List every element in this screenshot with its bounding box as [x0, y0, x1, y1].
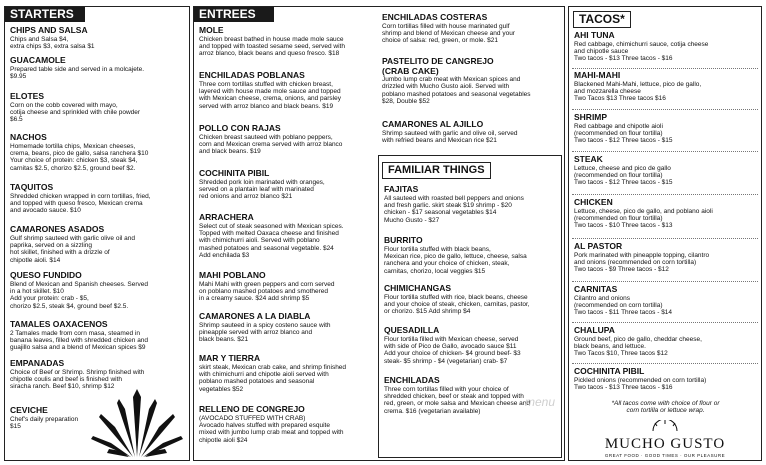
menu-item	[574, 31, 757, 63]
item-name: ELOTES	[10, 91, 45, 101]
menu-item	[384, 284, 557, 316]
item-desc: Corn on the cobb covered with mayo, cotija cheese and sprinkled with chile powder $6.5	[10, 101, 141, 124]
familiar-things-box	[378, 155, 562, 458]
item-name: TAMALES OAXACENOS	[10, 319, 108, 329]
item-name: COCHINITA PIBIL	[199, 168, 270, 178]
logo-sun-icon	[645, 420, 685, 432]
item-name: ARRACHERA	[199, 212, 254, 222]
agave-illustration	[89, 387, 185, 459]
menu-item	[574, 198, 757, 230]
item-desc: Chicken breast sauteed with poblano peppers, corn and Mexican crema served with arroz blanco and black beans. $19	[199, 133, 343, 156]
menu-item	[574, 367, 757, 391]
item-name: CHIPS AND SALSA	[10, 25, 88, 35]
menu-item	[10, 271, 185, 310]
menu-item	[10, 92, 185, 124]
item-name: TAQUITOS	[10, 182, 54, 192]
item-desc: Flour tortilla stuffed with rice, black beans, cheese and your choice of steak, chicken, carnitas, pastor, or chorizo. $15 Add shrimp $4	[384, 293, 530, 316]
item-desc: Flour tortilla stuffed with black beans, Mexican rice, pico de gallo, lettuce, cheese, salsa ranchera and your choice of chicken, steak, carnitas, chorizo, local veggies $15	[384, 245, 527, 275]
item-name: MAHI-MAHI	[574, 70, 621, 80]
item-desc: Three corn tortillas filled with your choice of shredded chicken, beef or steak and topped with red, green, or mole salsa and Mexican cheese and crema. $16 (vegetarian available)	[384, 385, 530, 415]
item-name: FAJITAS	[384, 184, 419, 194]
menu-item	[574, 155, 757, 187]
item-desc: All sauteed with roasted bell peppers and onions and fresh garlic. skirt steak $19 shrimp - $20 chicken - $17 seasonal vegetables $14 Mucho Gusto - $27	[384, 194, 524, 224]
menu-item	[384, 326, 557, 365]
divider	[572, 322, 758, 323]
item-name: AHI TUNA	[574, 30, 615, 40]
item-desc: Shrimp sauteed in a spicy costeno sauce with pineapple served with arroz blanco and black beans. $21	[199, 321, 331, 344]
item-name: ENCHILADAS COSTERAS	[382, 12, 488, 22]
logo-tagline: GREAT FOOD · GOOD TIMES · OUR PLEASURE	[604, 453, 726, 458]
item-name: EMPANADAS	[10, 358, 65, 368]
divider	[572, 194, 758, 195]
item-desc: Homemade tortilla chips, Mexican cheeses, crema, beans, pico de gallo, salsa ranchera $10 Your choice of protein: chicken $3, steak $4, carnitas $2.5, chorizo $2.5, ground beef $2.	[10, 142, 149, 172]
item-desc: Three corn tortillas stuffed with chicken breast, layered with house made mole sauce and topped with Mexican cheese, crema, onions, and parsley served with arroz blanco and black beans. $19	[199, 80, 341, 110]
menu-item	[199, 124, 376, 156]
menu-item	[199, 26, 376, 58]
item-desc: Blend of Mexican and Spanish cheeses. Served in a hot skillet. $10 Add your protein: crab - $5, chorizo $2.5, steak $4, ground beef $2.5.	[10, 280, 149, 310]
item-name: QUESADILLA	[384, 325, 440, 335]
item-name: COCHINITA PIBIL	[574, 366, 645, 376]
menu-item	[10, 56, 185, 80]
menu-item	[199, 405, 376, 444]
menu-item	[199, 354, 376, 393]
menu-item	[10, 320, 185, 352]
mucho-gusto-logo	[569, 419, 761, 458]
entrees-column	[193, 6, 565, 461]
item-desc: (AVOCADO STUFFED WITH CRAB) Avocado halves stuffed with prepared esquite mixed with jumbo lump crab meat and topped with chipotle aioli $24	[199, 414, 344, 444]
starters-header: STARTERS	[5, 7, 85, 22]
divider	[572, 281, 758, 282]
menu-item	[574, 285, 757, 317]
item-desc: Shredded pork loin marinated with oranges, served on a plantain leaf with marinated red onions and arroz blanco $21	[199, 178, 325, 201]
item-desc: Choice of Beef or Shrimp. Shrimp finished with chipotle coulis and beef is finished with siracha ranch. Beef $10, shrimp $12	[10, 368, 145, 391]
item-name: CAMARONES ASADOS	[10, 224, 105, 234]
menu-item	[10, 183, 185, 215]
menu-item	[199, 213, 376, 260]
menu-item	[199, 271, 376, 303]
item-name: CAMARONES A LA DIABLA	[199, 311, 311, 321]
item-desc: skirt steak, Mexican crab cake, and shrimp finished with chimichurri and chipotle aioli served with poblano mashed potatoes and seasonal vegetables $52	[199, 363, 347, 393]
item-desc: Corn tortillas filled with house marinated gulf shrimp and blend of Mexican cheese and your choice of salsa: red, green, or mole. $21	[382, 22, 515, 45]
item-name: MAR Y TIERRA	[199, 353, 261, 363]
item-desc: Cilantro and onions (recommended on corn tortilla) Two tacos - $11 Three tacos - $14	[574, 294, 673, 317]
logo-name: MUCHO GUSTO	[604, 436, 726, 452]
item-desc: Red cabbage, chimichurri sauce, cotija cheese and chipotle sauce Two tacos - $13 Three tacos - $16	[574, 40, 709, 63]
divider	[572, 363, 758, 364]
item-name: RELLENO DE CONGREJO	[199, 404, 305, 414]
entrees-header: ENTREES	[194, 7, 274, 22]
item-name: ENCHILADAS POBLANAS	[199, 70, 305, 80]
menu-item	[10, 359, 185, 391]
tacos-note	[574, 400, 757, 415]
divider	[572, 109, 758, 110]
item-desc: Red cabbage and chipotle aioli (recommended on flour tortilla) Two tacos - $12 Three tacos - $15	[574, 122, 673, 145]
familiar-header: FAMILIAR THINGS	[382, 162, 491, 179]
item-desc: Lettuce, cheese and pico de gallo (recommended on flour tortilla) Two tacos - $12 Three tacos - $15	[574, 164, 673, 187]
item-name: CARNITAS	[574, 284, 618, 294]
menu-item	[382, 13, 560, 45]
item-name: PASTELITO DE CANGREJO (CRAB CAKE)	[382, 56, 494, 76]
item-name: GUACAMOLE	[10, 55, 66, 65]
item-name: AL PASTOR	[574, 241, 623, 251]
item-desc: Chef's daily preparation $15	[10, 415, 79, 430]
menu-item	[574, 113, 757, 145]
item-desc: 2 Tamales made from corn masa, steamed in banana leaves, filled with shredded chicken and guajillo salsa and a blend of Mexican spices $9	[10, 329, 149, 352]
item-desc: Chips and Salsa $4, extra chips $3, extra salsa $1	[10, 35, 95, 50]
item-name: ENCHILADAS	[384, 375, 440, 385]
divider	[572, 68, 758, 69]
item-desc: Gulf shrimp sauteed with garlic olive oil and paprika, served on a sizzling hot skillet, finished with a drizzle of chipotle aioli. $14	[10, 234, 136, 264]
item-name: CHIMICHANGAS	[384, 283, 452, 293]
item-desc: Mahi Mahi with green peppers and corn served on poblano mashed potatoes and smothered in a creamy sauce. $24 add shrimp $5	[199, 280, 335, 303]
item-name: CHALUPA	[574, 325, 615, 335]
menu-item	[382, 57, 560, 106]
item-name: POLLO CON RAJAS	[199, 123, 281, 133]
menu-item	[199, 71, 376, 110]
menu-item	[199, 169, 376, 201]
item-desc: Blackened Mahi-Mahi, lettuce, pico de gallo, and mozzarella cheese Two Tacos $13 Three tacos $16	[574, 80, 702, 103]
item-name: CEVICHE	[10, 405, 48, 415]
item-name: MOLE	[199, 25, 224, 35]
menu-item	[10, 133, 185, 172]
item-desc: Shrimp sauteed with garlic and olive oil, served with refried beans and Mexican rice $21	[382, 129, 518, 144]
menu-item	[574, 242, 757, 274]
menu-item	[10, 225, 185, 264]
item-name: NACHOS	[10, 132, 47, 142]
menu-item	[384, 236, 557, 275]
starters-column	[4, 6, 190, 461]
item-desc: Flour tortilla filled with Mexican cheese, served with side of Pico de Gallo, avocado sauce $11 Add your choice of chicken- $4 ground beef- $3 steak- $5 shrimp - $4 (vegetarian) crab- $7	[384, 335, 521, 365]
item-desc: Shredded chicken wrapped in corn tortillas, fried, and topped with queso fresco, Mexican crema and avocado sauce. $10	[10, 192, 151, 215]
item-name: CAMARONES AL AJILLO	[382, 119, 484, 129]
tacos-note-text: *All tacos come with choice of flour or corn tortilla or lettuce wrap.	[611, 400, 720, 415]
menu-item	[574, 71, 757, 103]
watermark: menu	[524, 395, 555, 409]
divider	[572, 238, 758, 239]
menu-item	[384, 185, 557, 224]
item-name: STEAK	[574, 154, 603, 164]
item-name: CHICKEN	[574, 197, 613, 207]
tacos-header: TACOS*	[573, 11, 631, 28]
item-desc: Select cut of steak seasoned with Mexican spices. Topped with melted Oaxaca cheese and finished with chimichurri aioli. Served with poblano mashed potatoes and seasonal vegetable. $24 Add enchilada $3	[199, 222, 344, 260]
item-name: BURRITO	[384, 235, 423, 245]
menu-item	[382, 120, 560, 144]
item-desc: Jumbo lump crab meat with Mexican spices and drizzled with Mucho Gusto aioli. Served with poblano mashed potatoes and seasonal vegetables $28, Double $52	[382, 76, 531, 106]
item-desc: Pork marinated with pineapple topping, cilantro and onions (recommended on corn tortilla) Two tacos - $9 Three tacos - $12	[574, 251, 710, 274]
menu-item	[199, 312, 376, 344]
item-desc: Ground beef, pico de gallo, cheddar cheese, black beans, and lettuce. Two Tacos $10, Three tacos $12	[574, 335, 702, 358]
item-name: QUESO FUNDIDO	[10, 270, 82, 280]
item-name: MAHI POBLANO	[199, 270, 266, 280]
menu-item	[10, 26, 185, 50]
item-desc: Lettuce, cheese, pico de gallo, and poblano aioli (recommended on flour tortilla) Two tacos - $10 Three tacos - $13	[574, 207, 713, 230]
menu-item	[574, 326, 757, 358]
item-desc: Prepared table side and served in a molcajete. $9.95	[10, 65, 145, 80]
item-name: SHRIMP	[574, 112, 608, 122]
item-desc: Chicken breast bathed in house made mole sauce and topped with toasted sesame seed, served with arroz blanco, black beans and queso fresco. $18	[199, 35, 345, 58]
tacos-column	[568, 6, 762, 461]
item-desc: Pickled onions (recommended on corn tortilla) Two tacos - $13 Three tacos - $16	[574, 376, 707, 391]
divider	[572, 151, 758, 152]
